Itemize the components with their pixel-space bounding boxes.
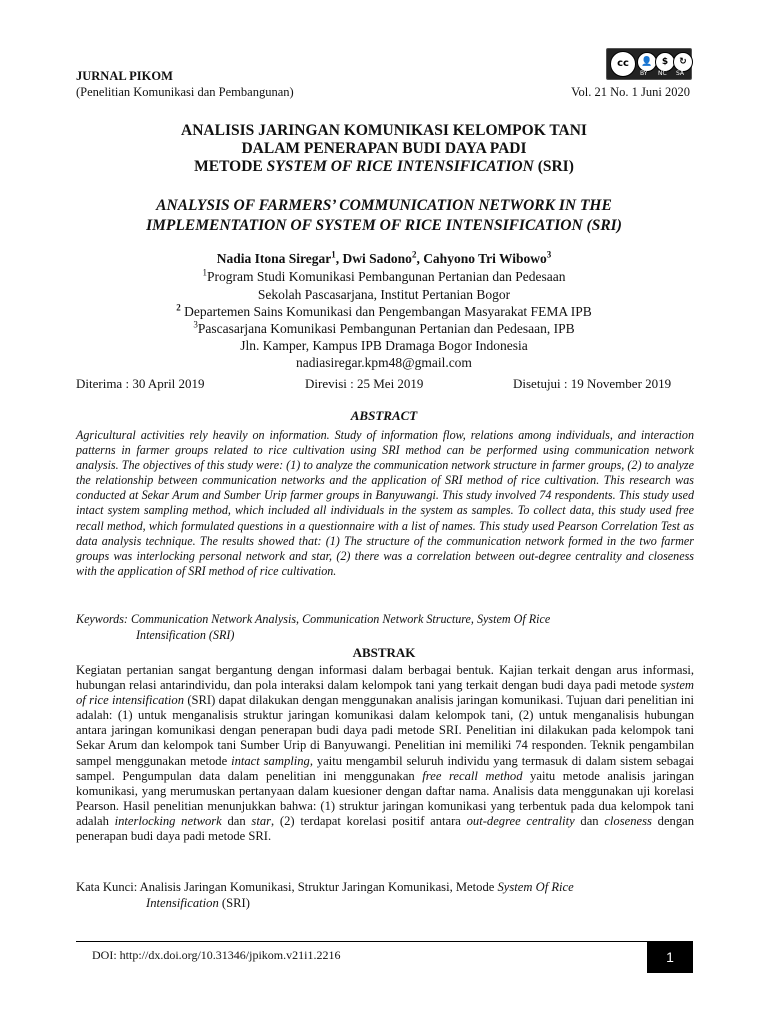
abstract-heading: ABSTRACT xyxy=(350,408,418,423)
kata-kunci xyxy=(76,880,694,911)
affiliation-1-line-1 xyxy=(0,268,768,285)
abstract-body: Agricultural activities rely heavily on information. Study of information flow, relations among individuals, and interaction patterns in farmer groups related to rice cultivation using SRI method can be performed using communication network analysis. The objectives of this study were: (1) to analyze the communication network structure in farmer groups, (2) to analyze the relationship between communication networks and the application of SRI method of rice cultivation. This research was conducted at Sekar Arum and Sumber Urip farmer groups in Banyuwangi. This study involved 74 respondents. This study used intact system sampling method, which included all individuals in the system as samples. To collect data, this study used free recall method, which formulated questions in a questionnaire with a list of names. This study used Pearson Correlation Test as data analysis technique. The results showed that: (1) The structure of the communication network formed in the two farmer groups was interlocking personal network and star, (2) there was a correlation between out-degree centrality and closeness with the application of SRI method of rice cultivation. xyxy=(76,428,694,578)
journal-subtitle: (Penelitian Komunikasi dan Pembangunan) xyxy=(76,85,294,99)
abstrak-italic-5: star xyxy=(251,813,272,828)
volume-issue: Vol. 21 No. 1 Juni 2020 xyxy=(571,85,690,99)
author-1: Nadia Itona Siregar xyxy=(216,251,332,266)
abstrak-italic-7: closeness xyxy=(604,813,652,828)
affiliation-2-text: Departemen Sains Komunikasi dan Pengembangan Masyarakat FEMA IPB xyxy=(180,304,592,319)
author-3-sup: 3 xyxy=(546,249,552,260)
abstrak-heading: ABSTRAK xyxy=(352,645,416,660)
abstrak-text-6: , (2) terdapat korelasi positif antara xyxy=(271,813,467,828)
kata-kunci-line-2 xyxy=(76,896,694,912)
author-email[interactable]: nadiasiregar.kpm48@gmail.com xyxy=(296,355,472,370)
title-id-line-1: ANALISIS JARINGAN KOMUNIKASI KELOMPOK TANI xyxy=(181,122,587,139)
doi-link[interactable]: DOI: http://dx.doi.org/10.31346/jpikom.v21i1.2216 xyxy=(92,948,341,962)
sa-label: SA xyxy=(676,70,685,77)
keywords-line-1: Keywords: Communication Network Analysis, Communication Network Structure, System Of Rice xyxy=(76,612,551,626)
abstrak-text-1: Kegiatan pertanian sangat bergantung dengan informasi dalam berbagai bentuk. Kajian terkait dengan arus informasi, hubungan relasi antarindividu, dan pola interaksi dalam kelompok tani yang terkait dengan budi daya padi metode xyxy=(76,663,694,693)
noncommercial-icon: $ xyxy=(655,52,675,72)
title-en-line-2: IMPLEMENTATION OF SYSTEM OF RICE INTENSIFICATION (SRI) xyxy=(146,217,622,234)
abstrak-italic-2: intact sampling, xyxy=(231,753,313,768)
keywords-line-2: Intensification (SRI) xyxy=(136,627,235,642)
affiliation-3-line-1 xyxy=(0,320,768,337)
attribution-icon: 👤 xyxy=(637,52,657,72)
affiliation-3-line-2: Jln. Kamper, Kampus IPB Dramaga Bogor Indonesia xyxy=(240,338,528,353)
author-list xyxy=(0,250,768,267)
journal-name: JURNAL PIKOM xyxy=(76,69,173,83)
title-en-line-1: ANALYSIS OF FARMERS’ COMMUNICATION NETWORK IN THE xyxy=(156,197,612,214)
cc-icon: cc xyxy=(610,51,636,77)
title-id-line-2: DALAM PENERAPAN BUDI DAYA PADI xyxy=(241,140,527,157)
affiliation-3-text: Pascasarjana Komunikasi Pembangunan Pertanian dan Pedesaan, IPB xyxy=(197,321,575,336)
abstrak-body xyxy=(76,663,694,844)
abstrak-text-3: yaitu mengambil seluruh individu yang termasuk di dalam sistem sebagai sampel. Pengumpulan data dalam penelitian ini menggunakan xyxy=(76,753,694,783)
title-id-line-3-italic: SYSTEM OF RICE INTENSIFICATION xyxy=(266,158,534,175)
author-2-sup: 2 xyxy=(411,249,417,260)
affiliation-3-sup: 3 xyxy=(193,319,198,330)
abstrak-italic-6: out-degree centrality xyxy=(466,813,575,828)
title-id-line-3-post: (SRI) xyxy=(533,158,574,175)
kata-kunci-post: (SRI) xyxy=(218,895,250,910)
abstrak-text-4: yaitu metode analisis jaringan komunikasi, yang merumuskan pertanyaan dalam kuesioner dengan daftar nama. Analisis data menggunakan uji korelasi Pearson. Hasil penelitian menunjukkan bahwa: (1) struktur jaringan komunikasi yang terbentuk pada dua kelompok tani adalah xyxy=(76,768,694,828)
abstrak-text-8: dengan penerapan budi daya padi metode SRI. xyxy=(76,813,695,844)
affiliation-1-sup: 1 xyxy=(202,267,208,278)
abstrak-italic-3: free recall method xyxy=(422,768,523,783)
author-1-sup: 1 xyxy=(331,249,336,260)
received-date: Diterima : 30 April 2019 xyxy=(76,376,205,391)
by-label: BY xyxy=(640,70,648,77)
affiliation-1-line-2: Sekolah Pascasarjana, Institut Pertanian Bogor xyxy=(257,287,511,302)
approved-date: Disetujui : 19 November 2019 xyxy=(513,376,672,391)
abstrak-text-5: dan xyxy=(221,813,252,828)
footer-divider xyxy=(76,941,693,942)
affiliation-2 xyxy=(0,303,768,320)
affiliation-1-text: Program Studi Komunikasi Pembangunan Pertanian dan Pedesaan xyxy=(207,269,566,284)
creative-commons-license-icon[interactable] xyxy=(606,48,692,80)
kata-kunci-italic-2: Intensification xyxy=(146,895,219,910)
author-sep-1: , xyxy=(335,251,343,266)
affiliation-2-sup: 2 xyxy=(176,302,181,313)
keywords xyxy=(76,612,694,643)
abstrak-italic-1: system of rice intensification xyxy=(76,678,694,708)
author-3: Cahyono Tri Wibowo xyxy=(423,251,547,266)
page-number: 1 xyxy=(647,941,693,973)
title-id-line-3-pre: METODE xyxy=(194,158,267,175)
author-2: Dwi Sadono xyxy=(342,251,412,266)
kata-kunci-line-1: Kata Kunci: Analisis Jaringan Komunikasi, Struktur Jaringan Komunikasi, Metode xyxy=(76,880,498,894)
nc-label: NC xyxy=(658,70,667,77)
abstrak-italic-4: interlocking network xyxy=(114,813,222,828)
title-id-line-3 xyxy=(0,158,768,176)
abstrak-text-7: dan xyxy=(574,813,605,828)
author-sep-2: , xyxy=(416,251,424,266)
sharealike-icon: ↻ xyxy=(673,52,693,72)
revised-date: Direvisi : 25 Mei 2019 xyxy=(305,376,424,391)
kata-kunci-italic-1: System Of Rice xyxy=(497,880,574,894)
abstrak-text-2: (SRI) dapat dilakukan dengan menggunakan analisis jaringan komunikasi. Tujuan dari penelitian ini adalah: (1) untuk menganalisis struktur jaringan komunikasi dalam kelompok tani, (2) untuk menganalisis hubungan antara jaringan komunikasi dengan penerapan budi daya padi metode SRI. Penelitian ini dilakukan pada kelompok tani Sekar Arum dan kelompok tani Sumber Urip di Banyuwangi. Penelitian ini memiliki 74 responden. Teknik pengambilan sampel menggunakan metode xyxy=(76,693,694,768)
